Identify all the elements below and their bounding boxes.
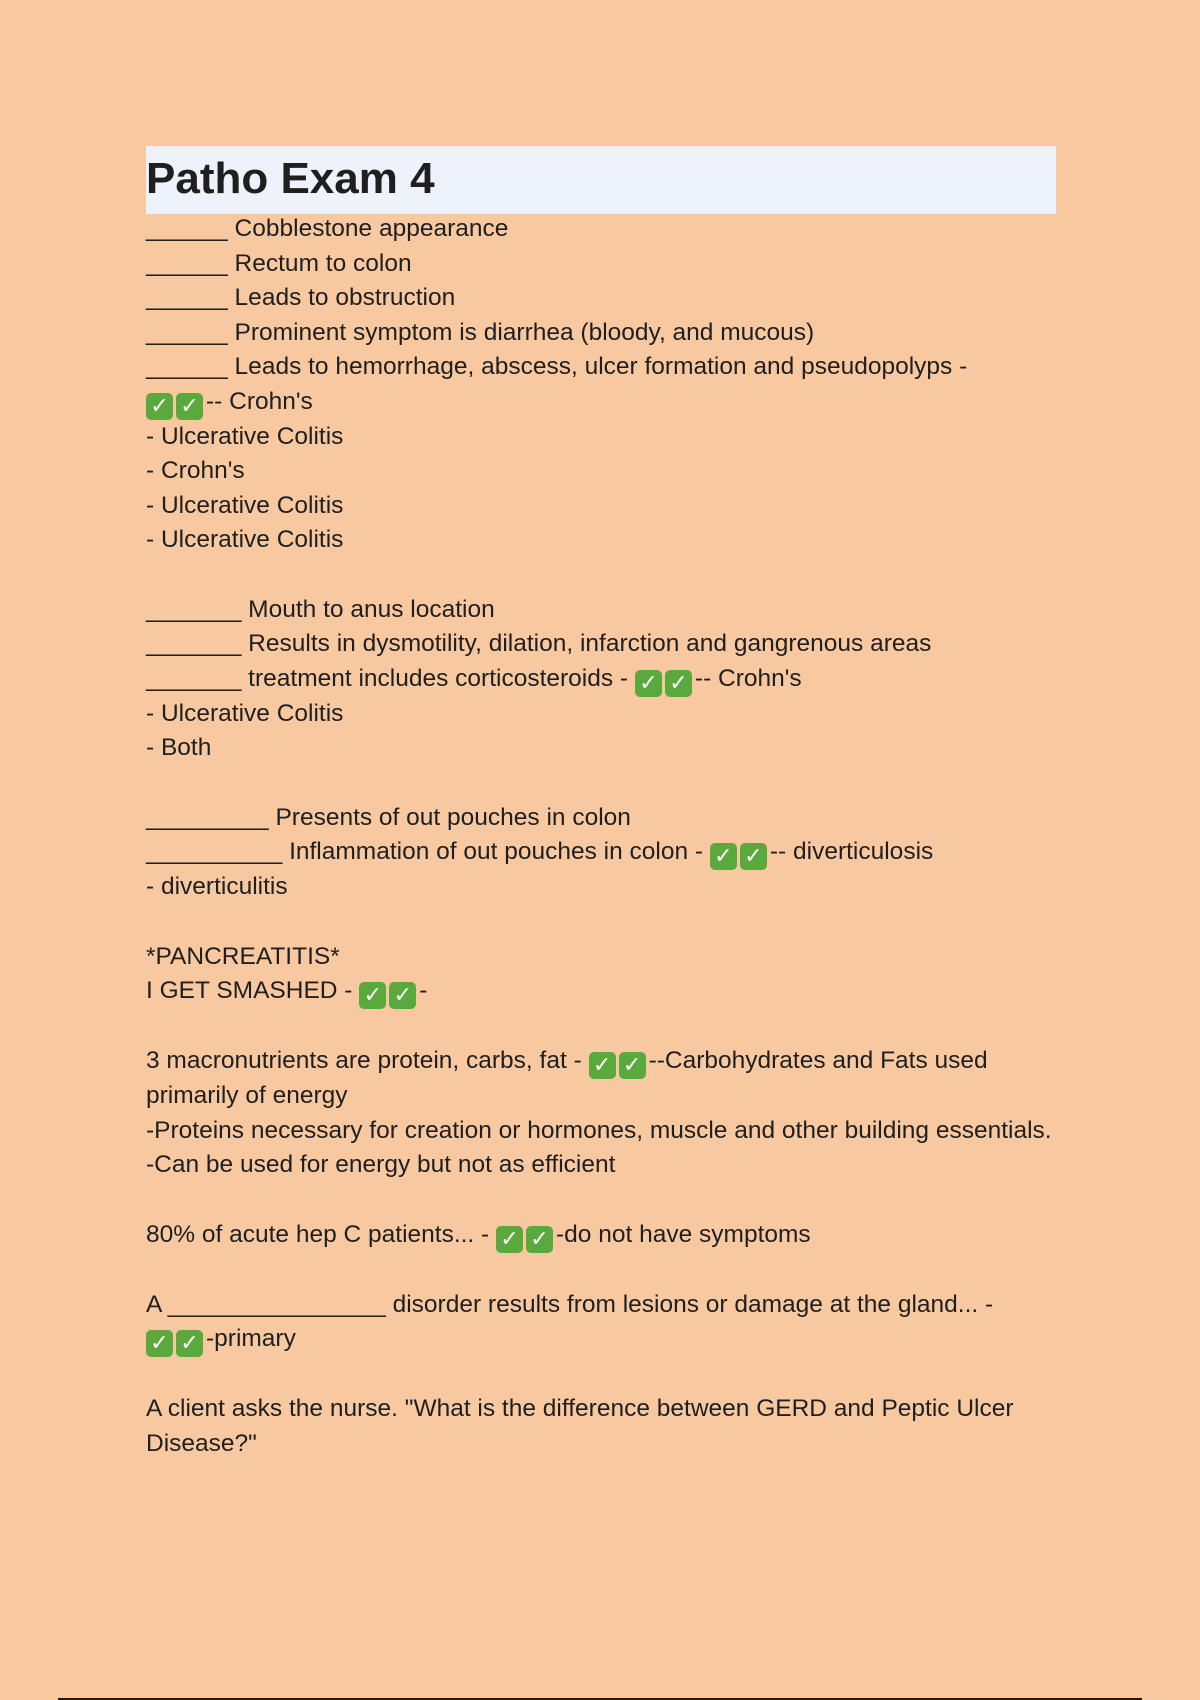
answer-text: -- diverticulosis	[769, 838, 934, 865]
answer-line: - Ulcerative Colitis	[146, 422, 344, 450]
question-text: _______ treatment includes corticosteroids -	[146, 664, 635, 692]
question-line: A ________________ disorder results from lesions or damage at the gland... -	[146, 1290, 994, 1318]
question-line	[146, 1218, 1066, 1253]
question-line: ______ Leads to obstruction	[146, 284, 456, 311]
check-mark-icon: ✓	[389, 982, 416, 1009]
question-line	[146, 1044, 1066, 1114]
answer-text: -do not have symptoms	[556, 1220, 811, 1248]
answer-line: - Ulcerative Colitis	[146, 526, 344, 553]
check-mark-icon: ✓	[496, 1226, 523, 1253]
check-mark-icon: ✓	[176, 1330, 203, 1357]
question-line: A client asks the nurse. "What is the difference between GERD and Peptic Ulcer Disease?"	[146, 1395, 1014, 1457]
answer-text: -	[419, 977, 428, 1004]
section-heading: *PANCREATITIS*	[146, 942, 340, 970]
spacer	[146, 905, 1066, 940]
spacer	[146, 1253, 1066, 1288]
check-mark-icon: ✓	[740, 843, 767, 870]
spacer	[146, 558, 1066, 593]
answer-line	[146, 1322, 1066, 1357]
answer-line: -Proteins necessary for creation or hormones, muscle and other building essentials.	[146, 1116, 1052, 1144]
check-mark-icon: ✓	[619, 1052, 646, 1079]
spacer	[146, 1009, 1066, 1044]
check-mark-icon: ✓	[146, 393, 173, 420]
check-mark-icon: ✓	[526, 1226, 553, 1253]
spacer	[146, 1357, 1066, 1392]
check-mark-icon: ✓	[589, 1052, 616, 1079]
page-title: Patho Exam 4	[146, 154, 435, 203]
title-bar	[146, 146, 1056, 214]
question-text: 3 macronutrients are protein, carbs, fat -	[146, 1047, 589, 1074]
check-mark-icon: ✓	[176, 393, 203, 420]
question-line: ______ Prominent symptom is diarrhea (bloody, and mucous)	[146, 318, 815, 346]
question-line	[146, 974, 1066, 1009]
spacer	[146, 766, 1066, 801]
check-mark-icon: ✓	[665, 670, 692, 697]
answer-line: - diverticulitis	[146, 873, 288, 900]
question-text: I GET SMASHED -	[146, 977, 360, 1004]
question-line: ______ Cobblestone appearance	[146, 215, 509, 242]
answer-text: -- Crohn's	[206, 387, 313, 415]
document-body	[146, 212, 1066, 1461]
question-text: 80% of acute hep C patients... -	[146, 1220, 497, 1248]
answer-line: - Crohn's	[146, 457, 245, 484]
answer-line	[146, 385, 1066, 420]
answer-line: -Can be used for energy but not as efficient	[146, 1151, 616, 1178]
check-mark-icon: ✓	[146, 1330, 173, 1357]
answer-line: - Ulcerative Colitis	[146, 491, 344, 519]
question-line: _______ Results in dysmotility, dilation, infarction and gangrenous areas	[146, 630, 932, 657]
question-line: _______ Mouth to anus location	[146, 595, 495, 623]
question-line: ______ Leads to hemorrhage, abscess, ulcer formation and pseudopolyps -	[146, 353, 968, 380]
spacer	[146, 1183, 1066, 1218]
check-mark-icon: ✓	[710, 843, 737, 870]
answer-text: --Carbohydrates and Fats used primarily of energy	[146, 1047, 988, 1109]
answer-line: - Ulcerative Colitis	[146, 699, 344, 727]
question-line	[146, 835, 1066, 870]
answer-text: -primary	[206, 1325, 296, 1352]
check-mark-icon: ✓	[359, 982, 386, 1009]
check-mark-icon: ✓	[635, 670, 662, 697]
question-line: _________ Presents of out pouches in colon	[146, 803, 631, 831]
question-text: __________ Inflammation of out pouches in colon -	[146, 838, 710, 865]
answer-text: -- Crohn's	[694, 664, 802, 692]
answer-line: - Both	[146, 734, 212, 761]
question-line: ______ Rectum to colon	[146, 249, 412, 277]
question-line	[146, 662, 1066, 697]
